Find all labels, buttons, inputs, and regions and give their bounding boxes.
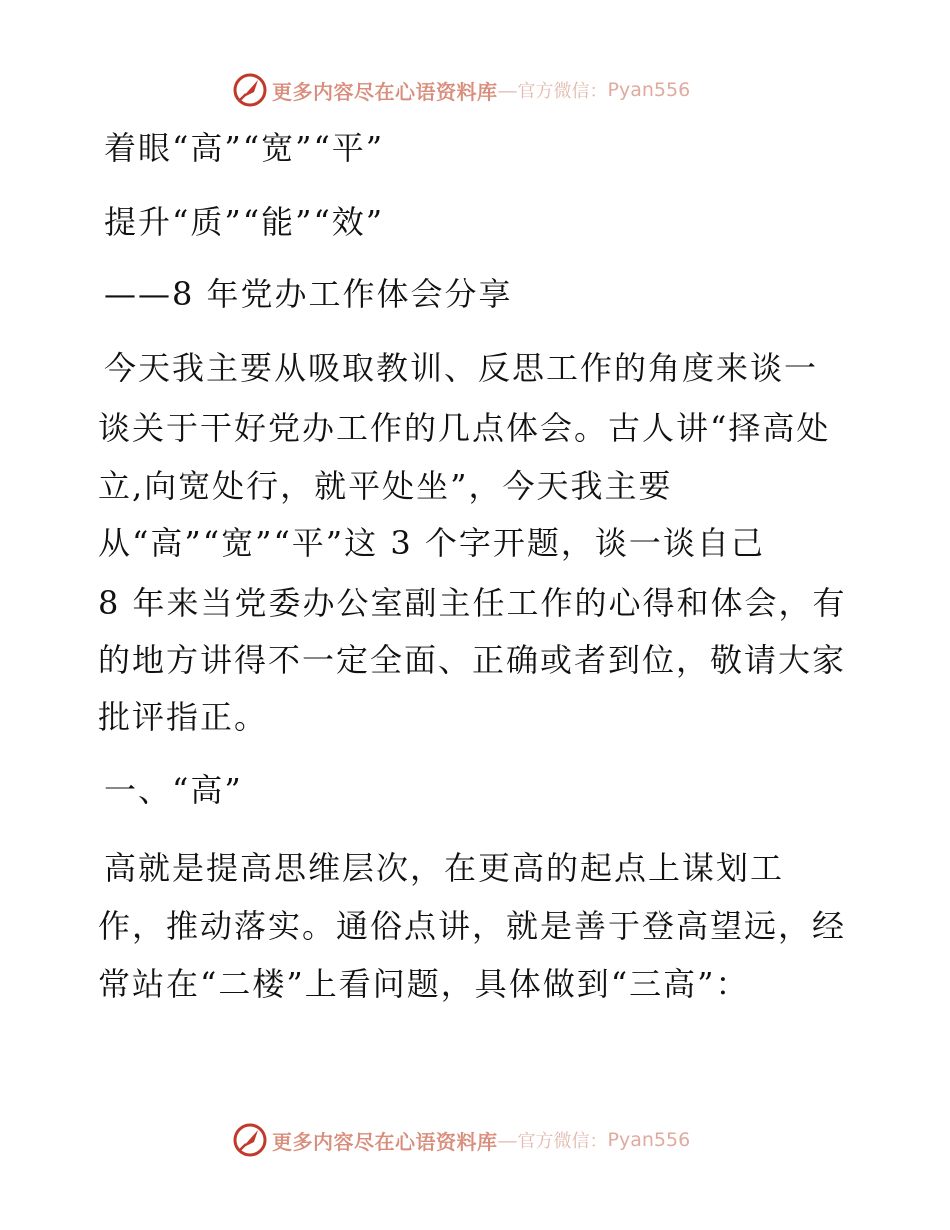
title-line-1: 着眼“高”“宽”“平” (104, 129, 385, 167)
header-watermark (232, 70, 690, 110)
section-line: 作，推动落实。通俗点讲，就是善于登高望远，经 (98, 907, 847, 945)
intro-line: 批评指正。 (98, 698, 269, 736)
subtitle: ——8 年党办工作体会分享 (104, 275, 513, 313)
quill-logo-icon (232, 72, 268, 108)
watermark-id-text: Pyan556 (607, 79, 691, 101)
section-heading: 一、“高” (104, 771, 243, 809)
section-line: 高就是提高思维层次，在更高的起点上谋划工 (104, 849, 785, 887)
quill-logo-icon (232, 1122, 268, 1158)
watermark-main-text: 更多内容尽在心语资料库 (272, 79, 498, 104)
footer-watermark (232, 1120, 690, 1160)
intro-line: 今天我主要从吸取教训、反思工作的角度来谈一 (104, 349, 819, 387)
intro-line: 立,向宽处行，就平处坐”，今天我主要 (98, 467, 673, 505)
watermark-main-text: 更多内容尽在心语资料库 (272, 1129, 498, 1154)
title-line-2: 提升“质”“能”“效” (104, 203, 385, 241)
intro-line: 谈关于干好党办工作的几点体会。古人讲“择高处 (98, 409, 831, 447)
watermark-sub-text: 官方微信： (517, 81, 608, 102)
watermark-sub-text: 官方微信： (517, 1131, 608, 1152)
intro-line: 8 年来当党委办公室副主任工作的心得和体会，有 (98, 584, 847, 622)
intro-line: 从“高”“宽”“平”这 3 个字开题，谈一谈自己 (98, 524, 765, 562)
watermark-id-text: Pyan556 (607, 1129, 691, 1151)
watermark-separator: — (497, 78, 518, 102)
section-line: 常站在“二楼”上看问题，具体做到“三高”： (98, 965, 750, 1003)
watermark-separator: — (497, 1128, 518, 1152)
intro-line: 的地方讲得不一定全面、正确或者到位，敬请大家 (98, 641, 847, 679)
